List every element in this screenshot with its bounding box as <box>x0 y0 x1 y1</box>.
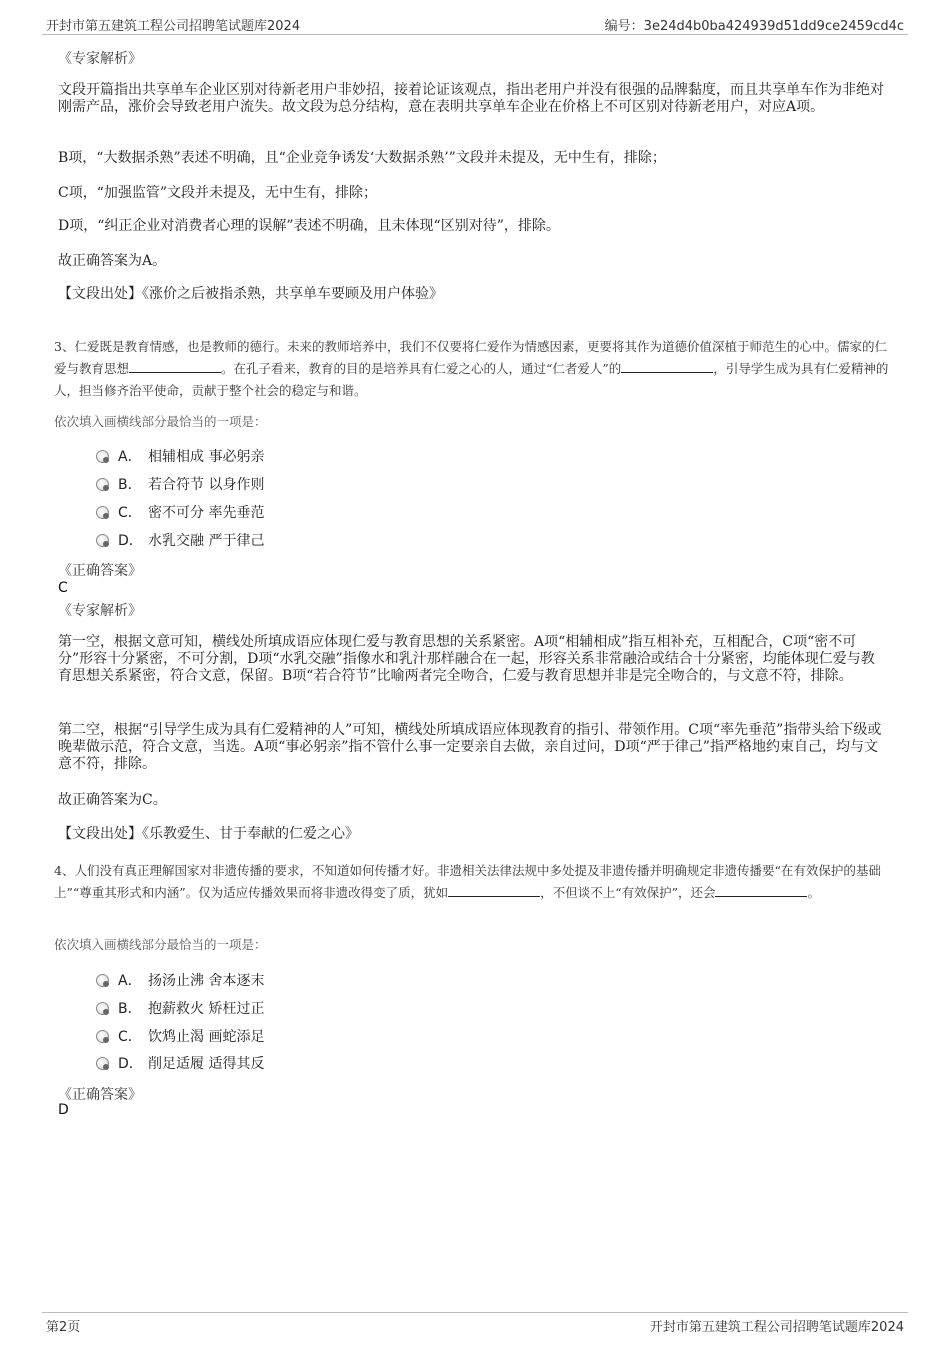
radio-icon[interactable] <box>96 506 109 519</box>
q3-prompt: 依次填入画横线部分最恰当的一项是： <box>54 414 267 429</box>
q4-prompt: 依次填入画横线部分最恰当的一项是： <box>54 937 267 952</box>
q4-blank-2 <box>715 884 807 897</box>
q4-answer: D <box>58 1102 69 1118</box>
option-text: 抱薪救火 矫枉过正 <box>148 1001 265 1017</box>
option-key: A． <box>118 973 142 989</box>
option-key: B． <box>118 477 142 493</box>
q4-blank-1 <box>448 884 540 897</box>
radio-icon[interactable] <box>96 450 109 463</box>
q4-text-part3: 。 <box>807 885 820 900</box>
q3-question-text <box>54 336 899 402</box>
option-text: 密不可分 率先垂范 <box>148 505 265 521</box>
option-key: B． <box>118 1001 142 1017</box>
q3-conclusion: 故正确答案为C。 <box>58 792 167 808</box>
q3-text-part3: ，引导学生成为具有仁爱精神的人，担当修齐治平使命，贡献于整个社会的稳定与和谐。 <box>54 361 889 398</box>
header-title: 开封市第五建筑工程公司招聘笔试题库2024 <box>46 19 301 34</box>
option-text: 饮鸩止渴 画蛇添足 <box>148 1029 265 1045</box>
q2-conclusion: 故正确答案为A。 <box>58 253 167 269</box>
q3-text-part2: 。在孔子看来，教育的目的是培养具有仁爱之心的人，通过“仁者爱人”的 <box>221 361 622 376</box>
footer-title: 开封市第五建筑工程公司招聘笔试题库2024 <box>649 1320 904 1335</box>
q3-blank-1 <box>129 360 221 373</box>
option-text: 若合符节 以身作则 <box>148 477 265 493</box>
option-text: 削足适履 适得其反 <box>148 1056 265 1072</box>
q3-analysis-para2: 第二空，根据“引导学生成为具有仁爱精神的人”可知，横线处所填成语应体现教育的指引、带领作用。C项“率先垂范”指带头给下级或晚辈做示范，符合文意，当选。A项“事必躬亲”指不管什么事一定要亲自去做，亲自过问，D项“严于律己”指严格地约束自己，均与文意不符，排除。 <box>58 722 882 772</box>
option-key: D． <box>118 533 143 549</box>
q2-source: 【文段出处】《涨价之后被指杀熟，共享单车要顾及用户体验》 <box>58 286 443 302</box>
q4-text-part2: ，不但谈不上“有效保护”，还会 <box>540 885 716 900</box>
option-key: A． <box>118 449 142 465</box>
q3-answer: C <box>58 580 68 596</box>
q3-analysis-label: 《专家解析》 <box>58 603 142 619</box>
header-code-label: 编号： <box>604 19 644 34</box>
radio-icon[interactable] <box>96 534 109 547</box>
q4-question-text <box>54 860 899 904</box>
header-code <box>605 15 904 34</box>
option-key: D． <box>118 1056 143 1072</box>
q4-answer-label: 《正确答案》 <box>58 1087 142 1103</box>
page-header <box>42 12 908 35</box>
q3-source: 【文段出处】《乐教爱生、甘于奉献的仁爱之心》 <box>58 826 359 842</box>
q4-text-part1: 4、人们没有真正理解国家对非遗传播的要求，不知道如何传播才好。非遗相关法律法规中多处提及非遗传播并明确规定非遗传播要“在有效保护的基础上”“尊重其形式和内涵”。仅为适应传播效果而将非遗改得变了质，犹如 <box>54 863 881 900</box>
radio-icon[interactable] <box>96 1030 109 1043</box>
header-code-value: 3e24d4b0ba424939d51dd9ce2459cd4c <box>643 19 904 34</box>
radio-icon[interactable] <box>96 1057 109 1070</box>
page-footer <box>42 1312 908 1335</box>
option-key: C． <box>118 505 142 521</box>
q2-analysis-b: B项，“大数据杀熟”表述不明确，且“企业竞争诱发‘大数据杀熟’”文段并未提及，无中生有，排除； <box>58 150 666 166</box>
option-text: 水乳交融 严于律己 <box>148 533 265 549</box>
q2-analysis-d: D项，“纠正企业对消费者心理的误解”表述不明确，且未体现“区别对待”，排除。 <box>58 218 560 234</box>
footer-page-number: 第2页 <box>46 1320 81 1335</box>
radio-icon[interactable] <box>96 1002 109 1015</box>
option-key: C． <box>118 1029 142 1045</box>
option-text: 扬汤止沸 舍本逐末 <box>148 973 265 989</box>
q2-analysis-c: C项，“加强监管”文段并未提及，无中生有，排除； <box>58 185 378 201</box>
q3-answer-label: 《正确答案》 <box>58 563 142 579</box>
q3-text-part1: 3、仁爱既是教育情感，也是教师的德行。未来的教师培养中，我们不仅要将仁爱作为情感因素，更要将其作为道德价值深植于师范生的心中。儒家的仁爱与教育思想 <box>54 339 887 376</box>
radio-icon[interactable] <box>96 478 109 491</box>
q2-analysis-para1: 文段开篇指出共享单车企业区别对待新老用户非妙招，接着论证该观点，指出老用户并没有很强的品牌黏度，而且共享单车作为非绝对刚需产品，涨价会导致老用户流失。故文段为总分结构，意在表明共享单车企业在价格上不可区别对待新老用户，对应A项。 <box>58 82 884 115</box>
q3-analysis-para1: 第一空，根据文意可知，横线处所填成语应体现仁爱与教育思想的关系紧密。A项“相辅相成”指互相补充，互相配合，C项“密不可分”形容十分紧密，不可分割，D项“水乳交融”指像水和乳汁那样融合在一起，形容关系非常融洽或结合十分紧密，均能体现仁爱与教育思想关系紧密，符合文意，保留。B项“若合符节”比喻两者完全吻合，仁爱与教育思想并非是完全吻合的，与文意不符，排除。 <box>58 634 875 684</box>
q2-analysis-label: 《专家解析》 <box>58 51 142 67</box>
radio-icon[interactable] <box>96 974 109 987</box>
q3-blank-2 <box>621 360 713 373</box>
option-text: 相辅相成 事必躬亲 <box>148 449 265 465</box>
